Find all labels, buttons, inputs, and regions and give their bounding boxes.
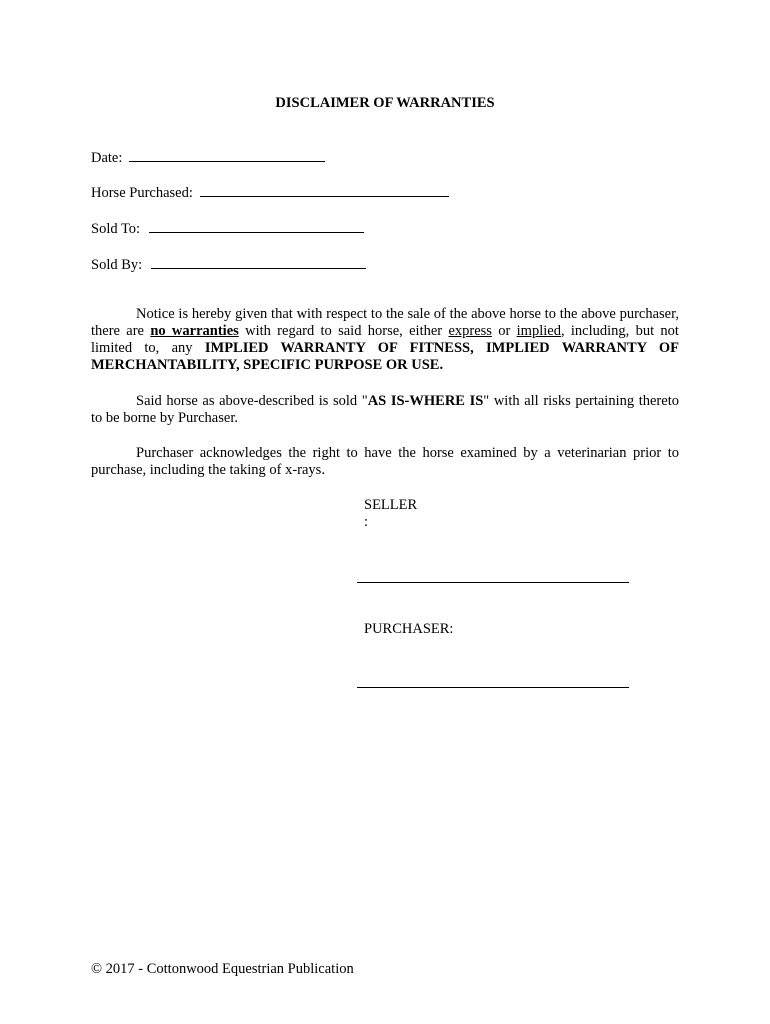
sold-to-field-row [91,218,364,238]
notice-paragraph [91,306,679,374]
sold-to-field[interactable] [149,218,364,233]
seller-label [364,497,417,531]
express-text: express [448,323,492,339]
as-is-text-1: Said horse as above-described is sold " [136,393,368,409]
date-field[interactable] [129,147,325,162]
implied-warranty-text: IMPLIED WARRANTY OF FITNESS, IMPLIED WARRANTY OF MERCHANTABILITY, SPECIFIC PURPOSE OR USE. [91,340,679,373]
notice-text-4: , including, but not limited to, any [91,323,679,356]
seller-colon: : [364,514,369,530]
purchaser-signature-line[interactable] [357,687,629,688]
date-field-row [91,147,325,167]
horse-purchased-label: Horse Purchased: [91,185,193,201]
as-is-text-2: " with all risks pertaining thereto to be borne by Purchaser. [91,393,679,426]
document-title: DISCLAIMER OF WARRANTIES [275,95,495,111]
date-label: Date: [91,150,123,166]
horse-purchased-field[interactable] [200,182,449,197]
sold-by-field-row [91,254,366,274]
seller-signature-line[interactable] [357,582,629,583]
notice-text-3: or [491,323,517,339]
no-warranties-text: no warranties [150,323,239,339]
seller-label-text: SELLER [364,497,418,513]
sold-to-label: Sold To: [91,221,141,237]
notice-text-1: Notice is hereby given that with respect to the sale of the above horse to the above purchaser, there are [91,306,679,339]
notice-text-2: with regard to said horse, either [238,323,449,339]
horse-purchased-field-row [91,182,449,202]
as-is-paragraph [91,393,679,427]
sold-by-label: Sold By: [91,257,143,273]
footer-copyright: © 2017 - Cottonwood Equestrian Publication [91,961,354,977]
purchaser-label: PURCHASER: [364,621,454,637]
as-is-where-is-text: AS IS-WHERE IS [367,393,484,409]
implied-text: implied [516,323,561,339]
sold-by-field[interactable] [151,254,366,269]
veterinarian-paragraph: Purchaser acknowledges the right to have the horse examined by a veterinarian prior to purchase, including the taking of x-rays. [91,445,679,478]
